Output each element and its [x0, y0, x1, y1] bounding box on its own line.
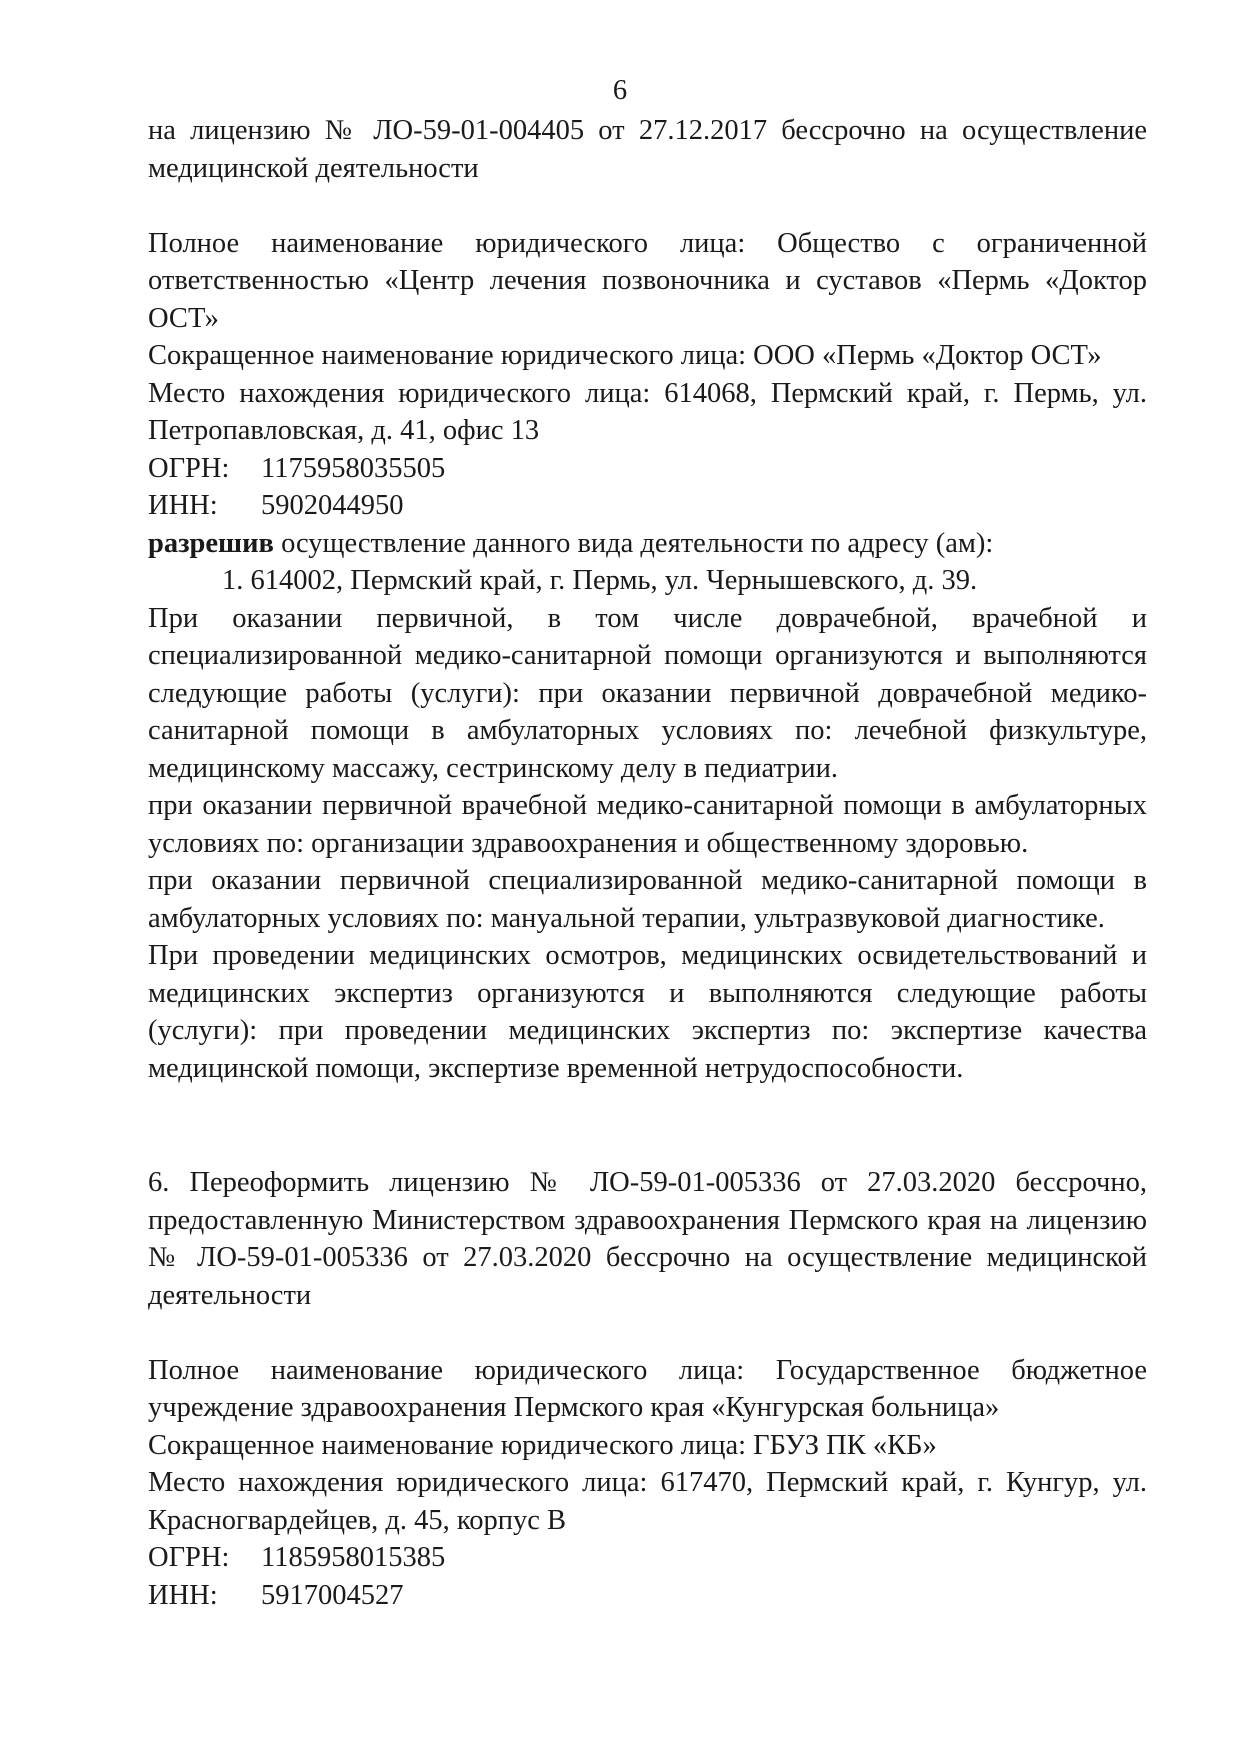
- ogrn-row: [148, 1539, 1147, 1577]
- item-number: 6.: [148, 1167, 170, 1198]
- permit-line: [148, 525, 1147, 563]
- short-name: Сокращенное наименование юридического лица: ГБУЗ ПК «КБ»: [148, 1429, 937, 1461]
- section-license-doctor-ost: [148, 112, 1147, 1087]
- inn-row: [148, 1577, 1147, 1615]
- ogrn-label: ОГРН:: [148, 1542, 230, 1573]
- inn-value: 5902044950: [261, 490, 404, 521]
- full-name: Полное наименование юридического лица: Общество с ограниченной ответственностью «Центр лечения позвоночника и суставов «Пермь «Доктор ОСТ»: [148, 227, 1147, 334]
- services-paragraph-4: При проведении медицинских осмотров, медицинских освидетельствований и медицинских экспертиз организуются и выполняются следующие работы (услуги): при проведении медицинских экспертиз по: экспертизе качества медицинской помощи, экспертизе временной нетрудоспособности.: [148, 940, 1147, 1084]
- services-paragraph-1: При оказании первичной, в том числе доврачебной, врачебной и специализированной медико-санитарной помощи организуются и выполняются следующие работы (услуги): при оказании первичной доврачебной медико-санитарной помощи в амбулаторных условиях по: лечебной физкультуре, медицинскому массажу, сестринскому делу в педиатрии.: [148, 602, 1147, 784]
- item-6: [148, 1164, 1147, 1314]
- ogrn-value: 1175958035505: [261, 452, 446, 484]
- ogrn-label: ОГРН:: [148, 452, 230, 484]
- item-text: Переоформить лицензию № ЛО-59-01-005336 от 27.03.2020 бессрочно, предоставленную Министерством здравоохранения Пермского края на лицензию № ЛО-59-01-005336 от 27.03.2020 бессрочно на осуществление медицинской деятельности: [148, 1167, 1147, 1311]
- page-number: 6: [612, 75, 628, 106]
- inn-row: [148, 487, 1147, 525]
- inn-label: ИНН:: [148, 490, 218, 521]
- location: Место нахождения юридического лица: 614068, Пермский край, г. Пермь, ул. Петропавловская, д. 41, офис 13: [148, 377, 1147, 446]
- services-paragraph-3: при оказании первичной специализированной медико-санитарной помощи в амбулаторных условиях по: мануальной терапии, ультразвуковой диагностике.: [148, 865, 1147, 934]
- inn-label: ИНН:: [148, 1579, 218, 1611]
- license-continuation: на лицензию № ЛО-59-01-004405 от 27.12.2017 бессрочно на осуществление медицинской деятельности: [148, 115, 1147, 184]
- address-item: 1. 614002, Пермский край, г. Пермь, ул. Чернышевского, д. 39.: [222, 565, 978, 596]
- location: Место нахождения юридического лица: 617470, Пермский край, г. Кунгур, ул. Красногвардейцев, д. 45, корпус В: [148, 1467, 1147, 1536]
- services-paragraph-2: при оказании первичной врачебной медико-санитарной помощи в амбулаторных условиях по: организации здравоохранения и общественному здоровью.: [148, 790, 1147, 859]
- spacer: [148, 1314, 1147, 1352]
- spacer: [148, 187, 1147, 225]
- inn-value: 5917004527: [261, 1579, 404, 1611]
- permit-text: осуществление данного вида деятельности по адресу (ам):: [273, 527, 994, 559]
- ogrn-value: 1185958015385: [261, 1542, 446, 1573]
- section-license-kungur: [148, 1164, 1147, 1614]
- ogrn-row: [148, 450, 1147, 488]
- permit-keyword: разрешив: [148, 527, 274, 559]
- short-name: Сокращенное наименование юридического лица: ООО «Пермь «Доктор ОСТ»: [148, 340, 1102, 371]
- full-name: Полное наименование юридического лица: Государственное бюджетное учреждение здравоохранения Пермского края «Кунгурская больница»: [148, 1354, 1147, 1423]
